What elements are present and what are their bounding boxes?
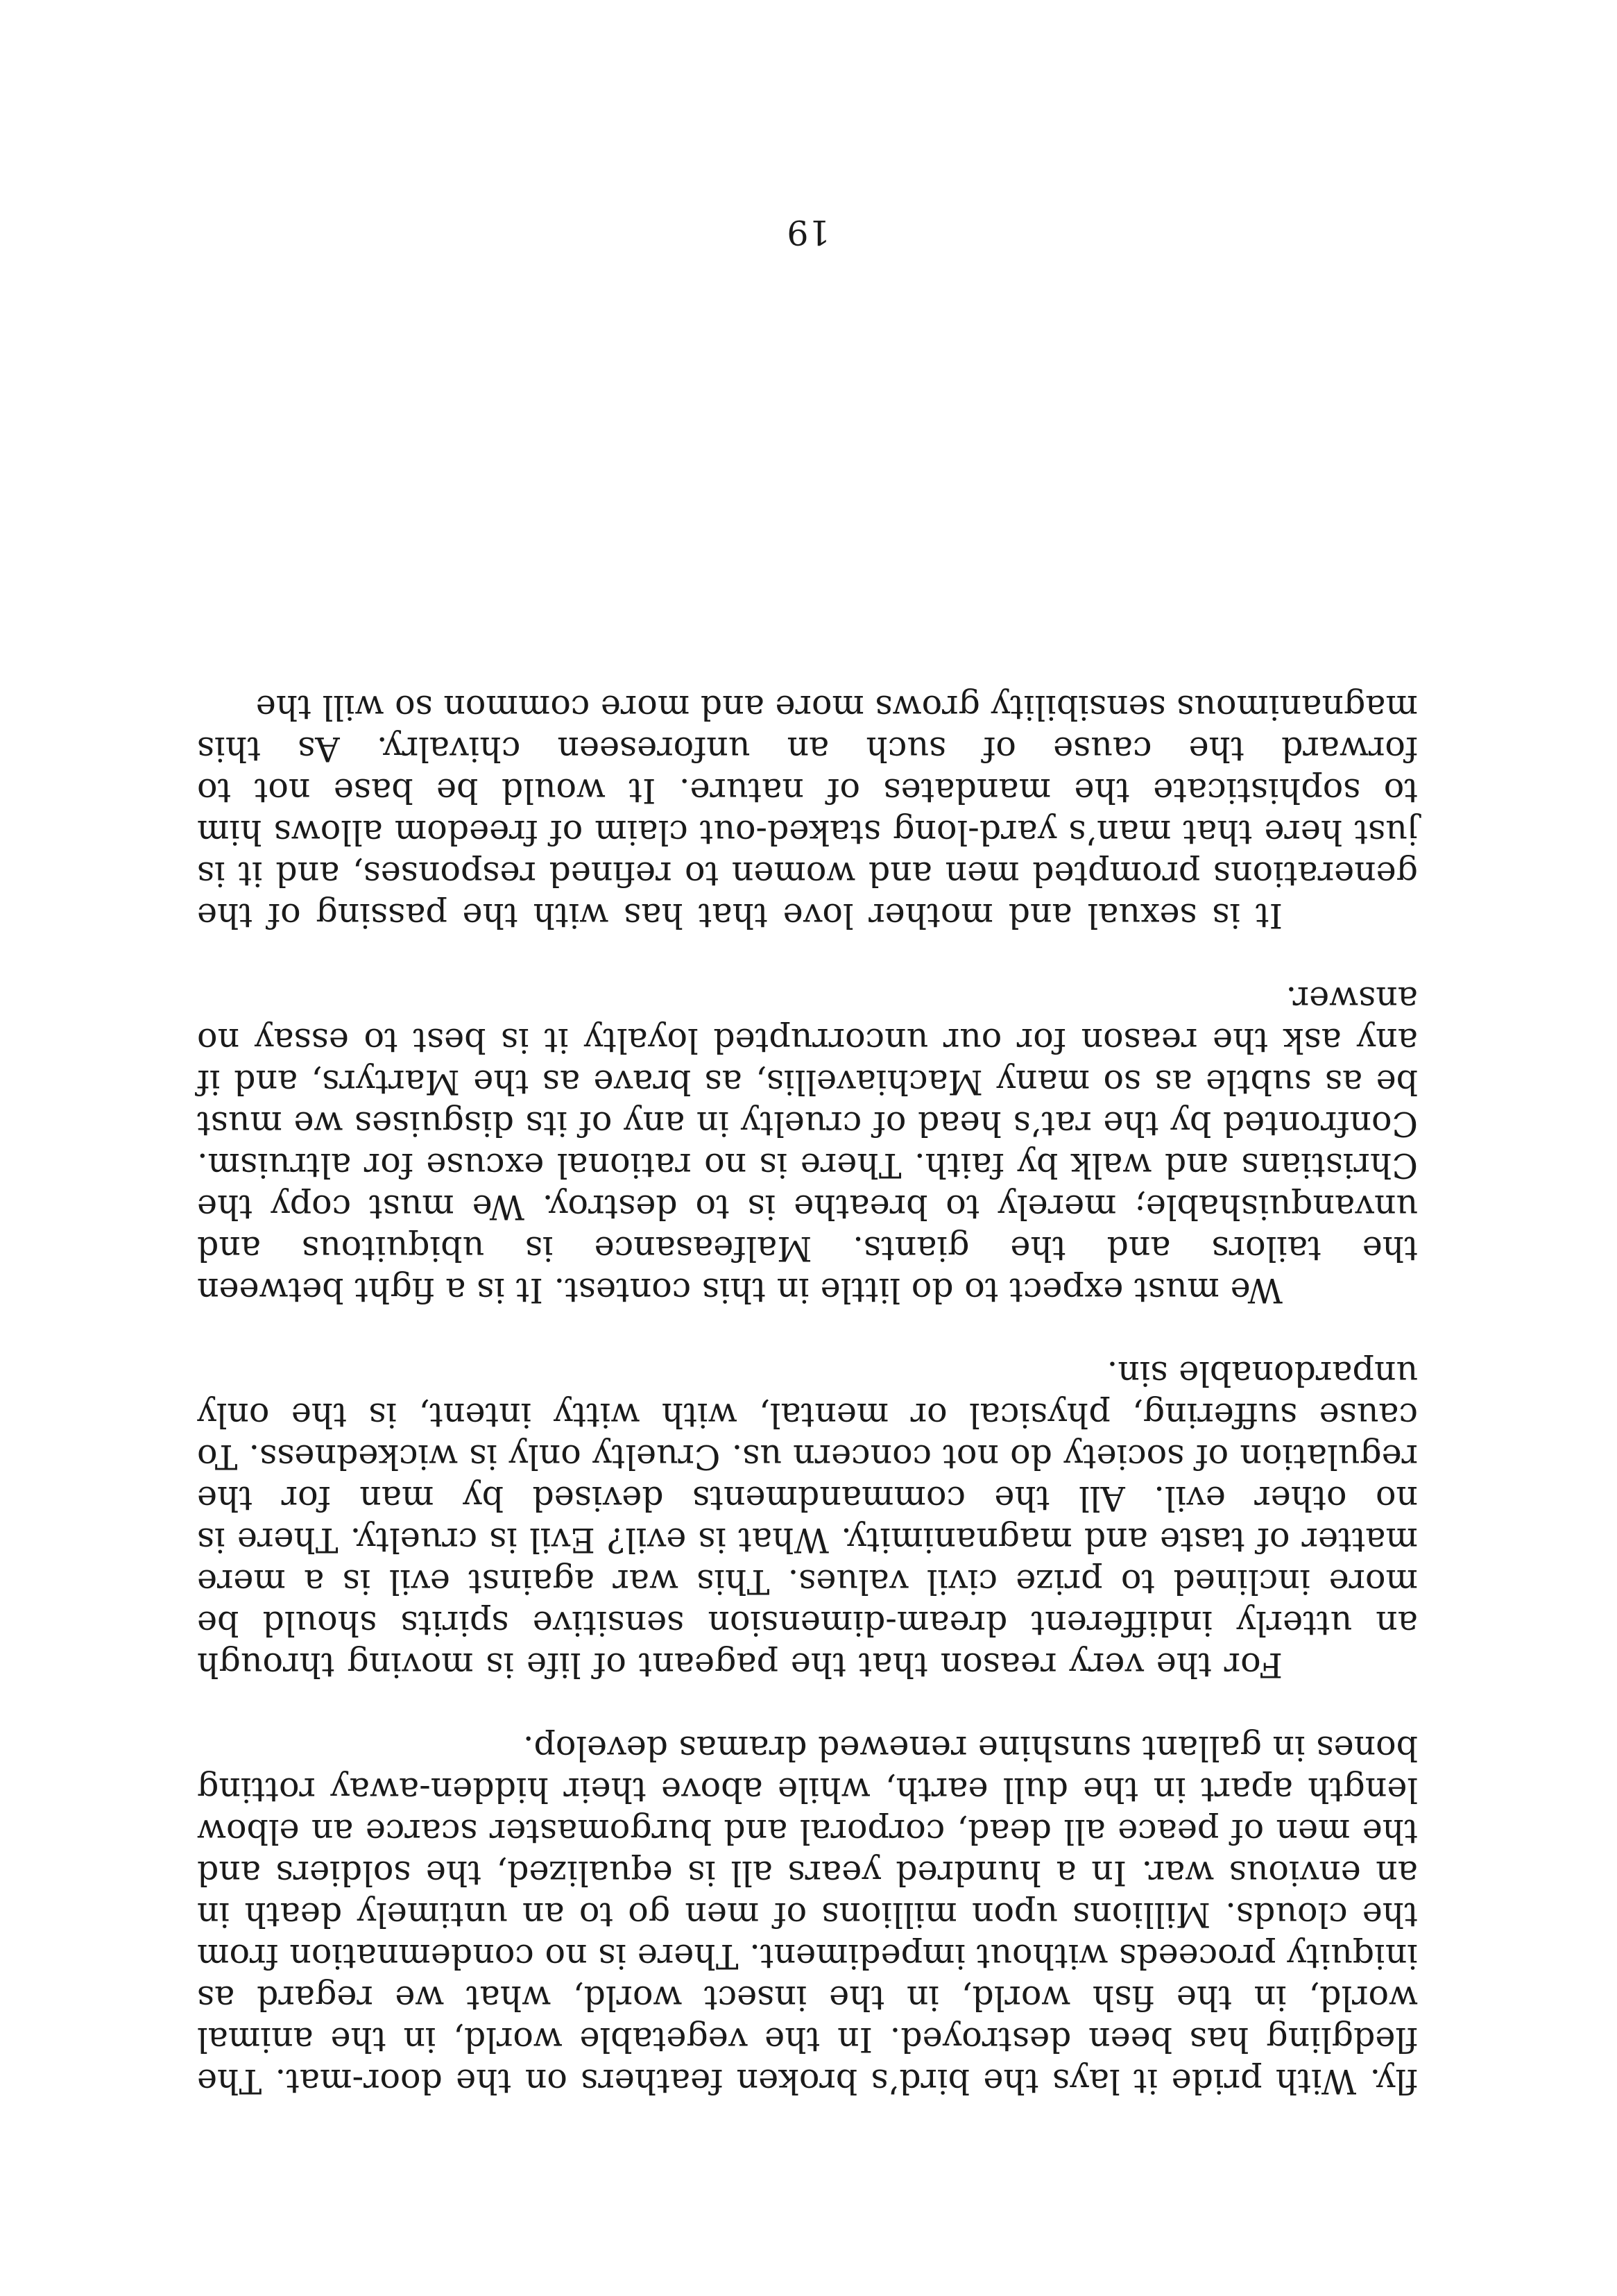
paragraph: We must expect to do little in this contest. It is a fight between the tailors and the giants. Malfeasance is ubiquitous and unvanquishable; merely to breathe is to destroy. We must copy the Christians and walk by faith. There is no rational excuse for altruism. Confronted by the rat’s head of cruelty in any of its disguises we must be as subtle as so many Machiavellis, as brave as the Martyrs, and if any ask the reason for our uncorrupted loyalty it is best to essay no answer.: [197, 979, 1418, 1310]
paragraph: It is sexual and mother love that has with the passing of the generations prompted men and women to refined responses, and it is just here that man’s yard-long staked-out claim of freedom allows him to sophisticate the mandates of nature. It would be base not to forward the cause of such an unforeseen chivalry. As this magnanimous sensibility grows more and more common so will the: [197, 688, 1418, 935]
page-number: 19: [787, 212, 830, 252]
paragraph: For the very reason that the pageant of life is moving through an utterly indifferent dream-dimension sensitive spirits should be more inclined to prize civil values. This war against evil is a mere matter of taste and magnanimity. What is evil? Evil is cruelty. There is no other evil. All the commandments devised by man for the regulation of society do not concern us. Cruelty only is wickedness. To cause suffering, physical or mental, with witty intent, is the only unpardonable sin.: [197, 1354, 1418, 1685]
paragraph-continued: fly. With pride it lays the bird’s broken feathers on the door-mat. The fledgling has been destroyed. In the vegetable world, in the animal world, in the fish world, in the insect world, what we regard as iniquity proceeds without impediment. There is no condemnation from the clouds. Millions upon millions of men go to an untimely death in an envious war. In a hundred years all is equalized, the soldiers and the men of peace all dead, corporal and burgomaster scarce an elbow length apart in the dull earth, while above their hidden-away rotting bones in gallant sunshine renewed dramas develop.: [197, 1728, 1418, 2101]
body-text: [197, 645, 1418, 2102]
